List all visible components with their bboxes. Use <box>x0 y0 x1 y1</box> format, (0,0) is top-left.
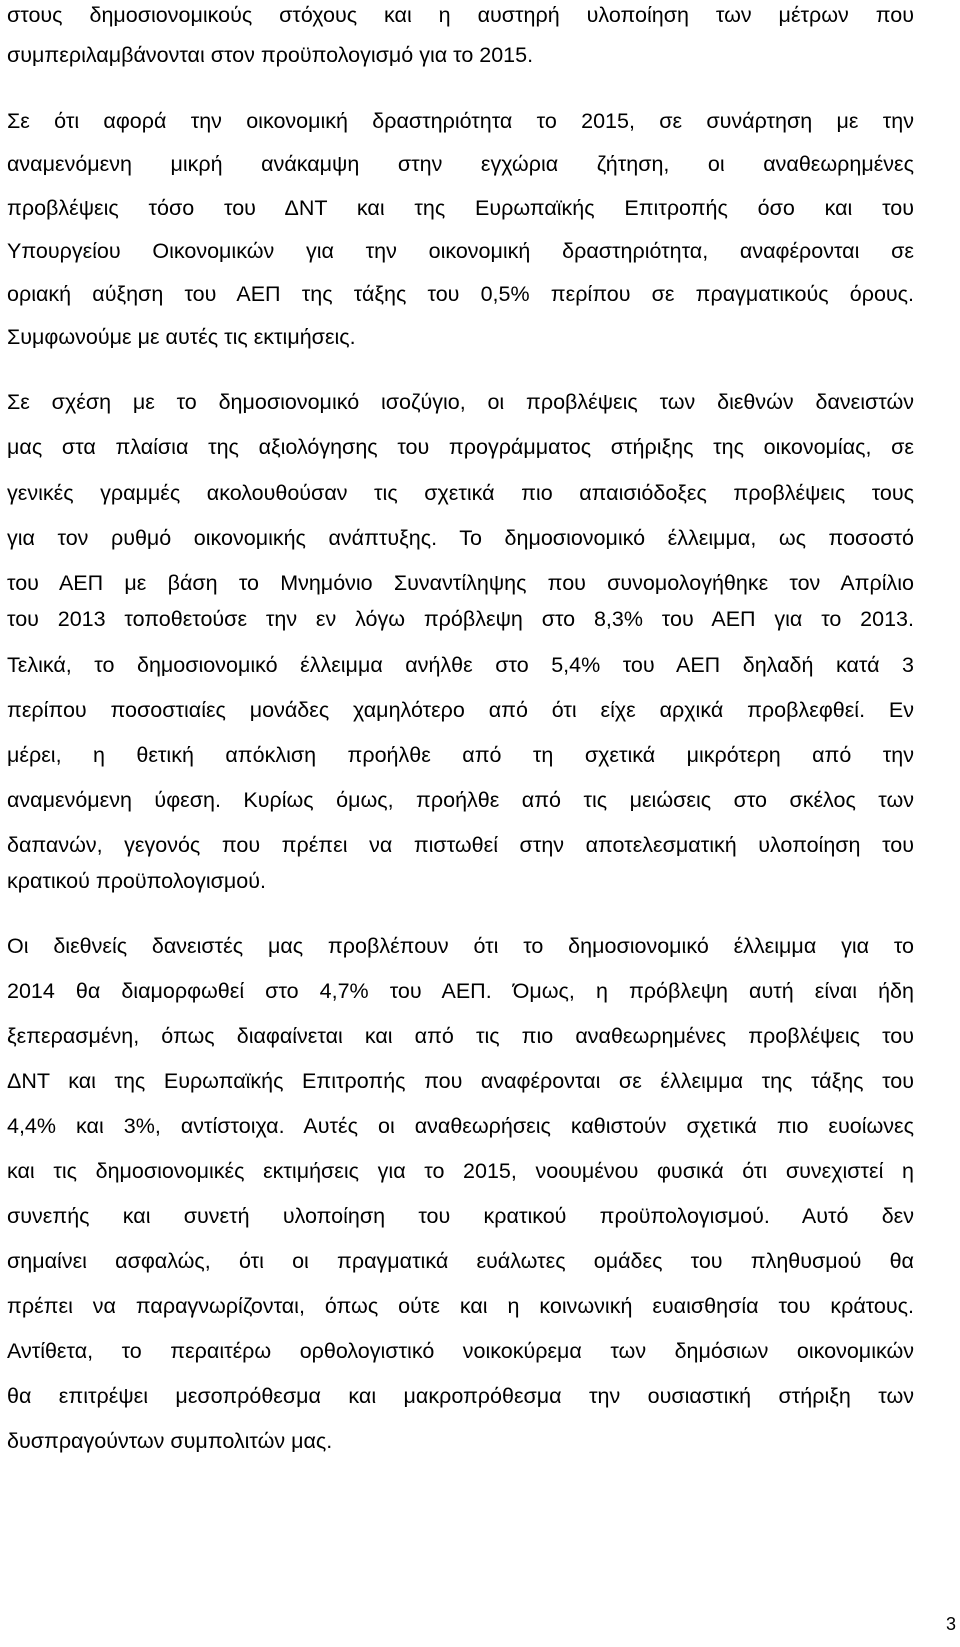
text-line: 2014 θα διαμορφωθεί στο 4,7% του ΑΕΠ. Όμως, η πρόβλεψη αυτή είναι ήδη <box>7 979 914 1003</box>
text-line: Αντίθετα, το περαιτέρω ορθολογιστικό νοικοκύρεμα των δημόσιων οικονομικών <box>7 1339 914 1363</box>
text-line: στους δημοσιονομικούς στόχους και η αυστηρή υλοποίηση των μέτρων που <box>7 3 914 27</box>
text-line: Συμφωνούμε με αυτές τις εκτιμήσεις. <box>7 325 356 349</box>
text-line: περίπου ποσοστιαίες μονάδες χαμηλότερο από ότι είχε αρχικά προβλεφθεί. Εν <box>7 698 914 722</box>
page-number: 3 <box>945 1614 956 1634</box>
text-line: δαπανών, γεγονός που πρέπει να πιστωθεί στην αποτελεσματική υλοποίηση του <box>7 833 914 857</box>
text-line: Σε σχέση με το δημοσιονομικό ισοζύγιο, οι προβλέψεις των διεθνών δανειστών <box>7 390 914 414</box>
text-line: Οι διεθνείς δανειστές μας προβλέπουν ότι το δημοσιονομικό έλλειμμα για το <box>7 934 914 958</box>
text-line: μέρει, η θετική απόκλιση προήλθε από τη σχετικά μικρότερη από την <box>7 743 914 767</box>
text-line: του 2013 τοποθετούσε την εν λόγω πρόβλεψη στο 8,3% του ΑΕΠ για το 2013. <box>7 607 914 631</box>
text-line: θα επιτρέψει μεσοπρόθεσμα και μακροπρόθεσμα την ουσιαστική στήριξη των <box>7 1384 914 1408</box>
text-line: αναμενόμενη ύφεση. Κυρίως όμως, προήλθε από τις μειώσεις στο σκέλος των <box>7 788 914 812</box>
text-line: γενικές γραμμές ακολουθούσαν τις σχετικά πιο απαισιόδοξες προβλέψεις τους <box>7 481 914 505</box>
text-line: του ΑΕΠ με βάση το Μνημόνιο Συναντίληψης που συνομολογήθηκε τον Απρίλιο <box>7 571 914 595</box>
text-line: και τις δημοσιονομικές εκτιμήσεις για το 2015, νοουμένου φυσικά ότι συνεχιστεί η <box>7 1159 914 1183</box>
text-line: οριακή αύξηση του ΑΕΠ της τάξης του 0,5% περίπου σε πραγματικούς όρους. <box>7 282 914 306</box>
text-line: Σε ότι αφορά την οικονομική δραστηριότητα το 2015, σε συνάρτηση με την <box>7 109 914 133</box>
text-line: Υπουργείου Οικονομικών για την οικονομική δραστηριότητα, αναφέρονται σε <box>7 239 914 263</box>
text-line: μας στα πλαίσια της αξιολόγησης του προγράμματος στήριξης της οικονομίας, σε <box>7 435 914 459</box>
text-line: συνεπής και συνετή υλοποίηση του κρατικού προϋπολογισμού. Αυτό δεν <box>7 1204 914 1228</box>
text-line: αναμενόμενη μικρή ανάκαμψη στην εγχώρια ζήτηση, οι αναθεωρημένες <box>7 152 914 176</box>
text-line: ΔΝΤ και της Ευρωπαϊκής Επιτροπής που αναφέρονται σε έλλειμμα της τάξης του <box>7 1069 914 1093</box>
text-line: ξεπερασμένη, όπως διαφαίνεται και από τις πιο αναθεωρημένες προβλέψεις του <box>7 1024 914 1048</box>
text-line: Τελικά, το δημοσιονομικό έλλειμμα ανήλθε στο 5,4% του ΑΕΠ δηλαδή κατά 3 <box>7 653 914 677</box>
text-line: προβλέψεις τόσο του ΔΝΤ και της Ευρωπαϊκής Επιτροπής όσο και του <box>7 196 914 220</box>
text-line: συμπεριλαμβάνονται στον προϋπολογισμό για το 2015. <box>7 43 534 67</box>
text-line: πρέπει να παραγνωρίζονται, όπως ούτε και η κοινωνική ευαισθησία του κράτους. <box>7 1294 914 1318</box>
text-line: δυσπραγούντων συμπολιτών μας. <box>7 1429 333 1453</box>
text-line: 4,4% και 3%, αντίστοιχα. Αυτές οι αναθεωρήσεις καθιστούν σχετικά πιο ευοίωνες <box>7 1114 914 1138</box>
text-line: κρατικού προϋπολογισμού. <box>7 869 266 893</box>
text-line: σημαίνει ασφαλώς, ότι οι πραγματικά ευάλωτες ομάδες του πληθυσμού θα <box>7 1249 914 1273</box>
text-line: για τον ρυθμό οικονομικής ανάπτυξης. Το δημοσιονομικό έλλειμμα, ως ποσοστό <box>7 526 914 550</box>
